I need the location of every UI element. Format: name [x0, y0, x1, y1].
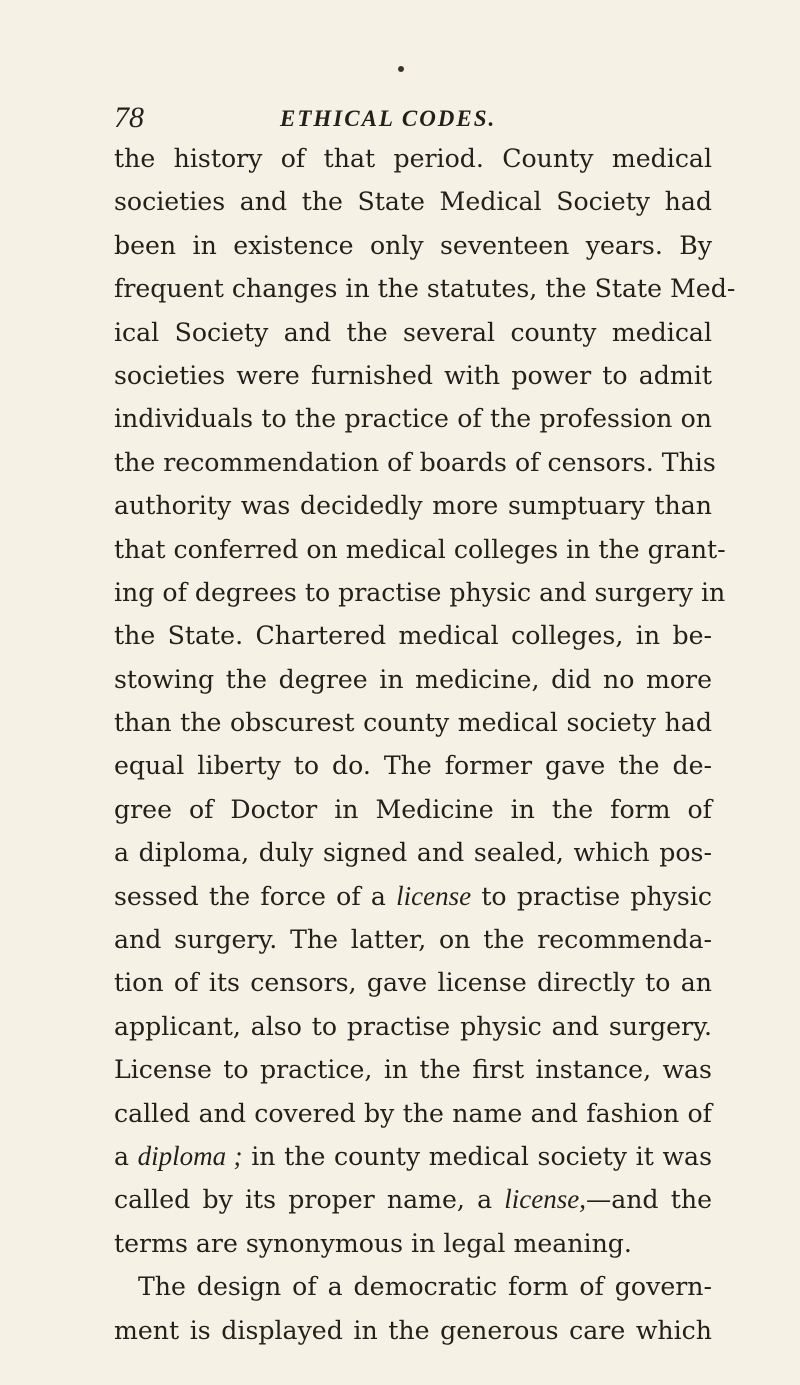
ornament-dot	[398, 66, 404, 72]
text-segment: a	[114, 1141, 138, 1171]
text-segment: called by its proper name, a	[114, 1185, 505, 1215]
text-line: the recommendation of boards of censors. This	[114, 447, 716, 477]
text-line: License to practice, in the first instance, was	[114, 1055, 712, 1085]
text-line	[114, 1178, 712, 1221]
text-line: been in existence only seventeen years. By	[114, 230, 712, 260]
body-text	[114, 137, 736, 1352]
text-line: ical Society and the several county medical	[114, 317, 712, 347]
text-line: applicant, also to practise physic and surgery.	[114, 1011, 712, 1041]
italic-term: license,	[504, 1184, 586, 1215]
text-segment: sessed the force of a	[114, 881, 397, 911]
text-line: ing of degrees to practise physic and surgery in	[114, 577, 726, 607]
text-line: societies were furnished with power to admit	[114, 360, 712, 390]
text-line: tion of its censors, gave license directly to an	[114, 968, 712, 998]
italic-term: license	[396, 880, 472, 911]
text-line: than the obscurest county medical society had	[114, 708, 712, 738]
text-line: authority was decidedly more sumptuary than	[114, 491, 712, 521]
text-line: terms are synonymous in legal meaning.	[114, 1228, 632, 1258]
running-title: ETHICAL CODES.	[280, 106, 497, 131]
text-line: and surgery. The latter, on the recommenda-	[114, 925, 712, 955]
text-line: a diploma, duly signed and sealed, which pos-	[114, 838, 712, 868]
text-line: equal liberty to do. The former gave the de-	[114, 751, 712, 781]
text-line: that conferred on medical colleges in the grant-	[114, 534, 726, 564]
running-head	[114, 100, 674, 140]
page-number: 78	[114, 101, 144, 134]
text-line: The design of a democratic form of govern-	[138, 1272, 712, 1302]
italic-term: diploma ;	[137, 1140, 243, 1171]
text-line: called and covered by the name and fashion of	[114, 1098, 712, 1128]
text-line: societies and the State Medical Society had	[114, 187, 712, 217]
text-segment: in the county medical society it was	[242, 1141, 712, 1171]
text-line	[114, 1135, 712, 1178]
text-line: the State. Chartered medical colleges, in be-	[114, 621, 712, 651]
text-line	[114, 875, 712, 918]
text-segment: to practise physic	[471, 881, 713, 911]
text-line: gree of Doctor in Medicine in the form of	[114, 794, 712, 824]
text-line: individuals to the practice of the profession on	[114, 404, 712, 434]
text-line: ment is displayed in the generous care which	[114, 1315, 712, 1345]
text-segment: —and the	[586, 1185, 712, 1215]
text-line: the history of that period. County medical	[114, 144, 712, 173]
text-line: stowing the degree in medicine, did no more	[114, 664, 712, 694]
text-line: frequent changes in the statutes, the State Med-	[114, 274, 736, 304]
